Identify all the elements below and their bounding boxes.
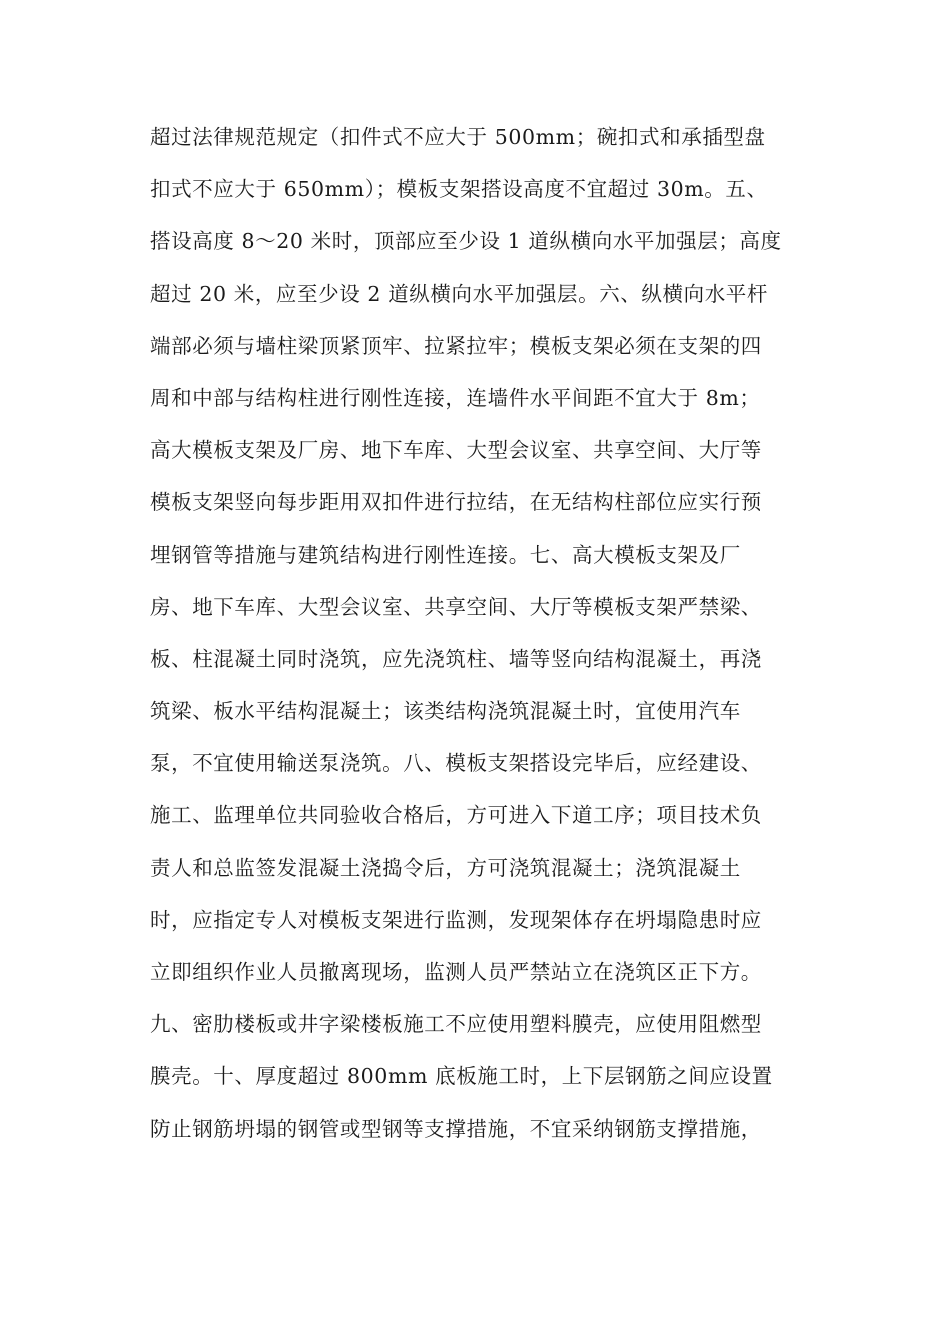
text-line: 九、密肋楼板或井字梁楼板施工不应使用塑料膜壳，应使用阻燃型 bbox=[150, 1012, 762, 1037]
body-text bbox=[150, 116, 810, 1160]
text-line: 周和中部与结构柱进行刚性连接，连墙件水平间距不宜大于 8m； bbox=[150, 385, 761, 410]
text-line: 立即组织作业人员撤离现场，监测人员严禁站立在浇筑区正下方。 bbox=[150, 960, 762, 984]
text-line: 筑梁、板水平结构混凝土；该类结构浇筑混凝土时，宜使用汽车 bbox=[150, 699, 741, 724]
text-line: 扣式不应大于 650mm）；模板支架搭设高度不宜超过 30m。五、 bbox=[150, 177, 768, 202]
text-line: 搭设高度 8～20 米时，顶部应至少设 1 道纵横向水平加强层；高度 bbox=[150, 229, 782, 254]
text-line: 防止钢筋坍塌的钢管或型钢等支撑措施，不宜采纳钢筋支撑措施， bbox=[150, 1116, 762, 1141]
text-line: 模板支架竖向每步距用双扣件进行拉结，在无结构柱部位应实行预 bbox=[150, 490, 762, 515]
text-line: 埋钢管等措施与建筑结构进行刚性连接。七、高大模板支架及厂 bbox=[150, 542, 741, 567]
text-line: 端部必须与墙柱梁顶紧顶牢、拉紧拉牢；模板支架必须在支架的四 bbox=[150, 333, 762, 358]
text-line: 责人和总监签发混凝土浇捣令后，方可浇筑混凝土；浇筑混凝土 bbox=[150, 855, 741, 880]
text-line: 泵，不宜使用输送泵浇筑。八、模板支架搭设完毕后，应经建设、 bbox=[150, 751, 762, 776]
text-line: 时，应指定专人对模板支架进行监测，发现架体存在坍塌隐患时应 bbox=[150, 907, 762, 932]
text-line: 超过法律规范规定（扣件式不应大于 500mm；碗扣式和承插型盘 bbox=[150, 125, 766, 149]
text-line: 高大模板支架及厂房、地下车库、大型会议室、共享空间、大厅等 bbox=[150, 438, 762, 463]
text-line: 房、地下车库、大型会议室、共享空间、大厅等模板支架严禁梁、 bbox=[150, 594, 762, 619]
text-line: 施工、监理单位共同验收合格后，方可进入下道工序；项目技术负 bbox=[150, 803, 762, 828]
text-line: 膜壳。十、厚度超过 800mm 底板施工时，上下层钢筋之间应设置 bbox=[150, 1064, 773, 1089]
text-line: 超过 20 米，应至少设 2 道纵横向水平加强层。六、纵横向水平杆 bbox=[150, 281, 768, 306]
text-line: 板、柱混凝土同时浇筑，应先浇筑柱、墙等竖向结构混凝土，再浇 bbox=[150, 646, 762, 671]
